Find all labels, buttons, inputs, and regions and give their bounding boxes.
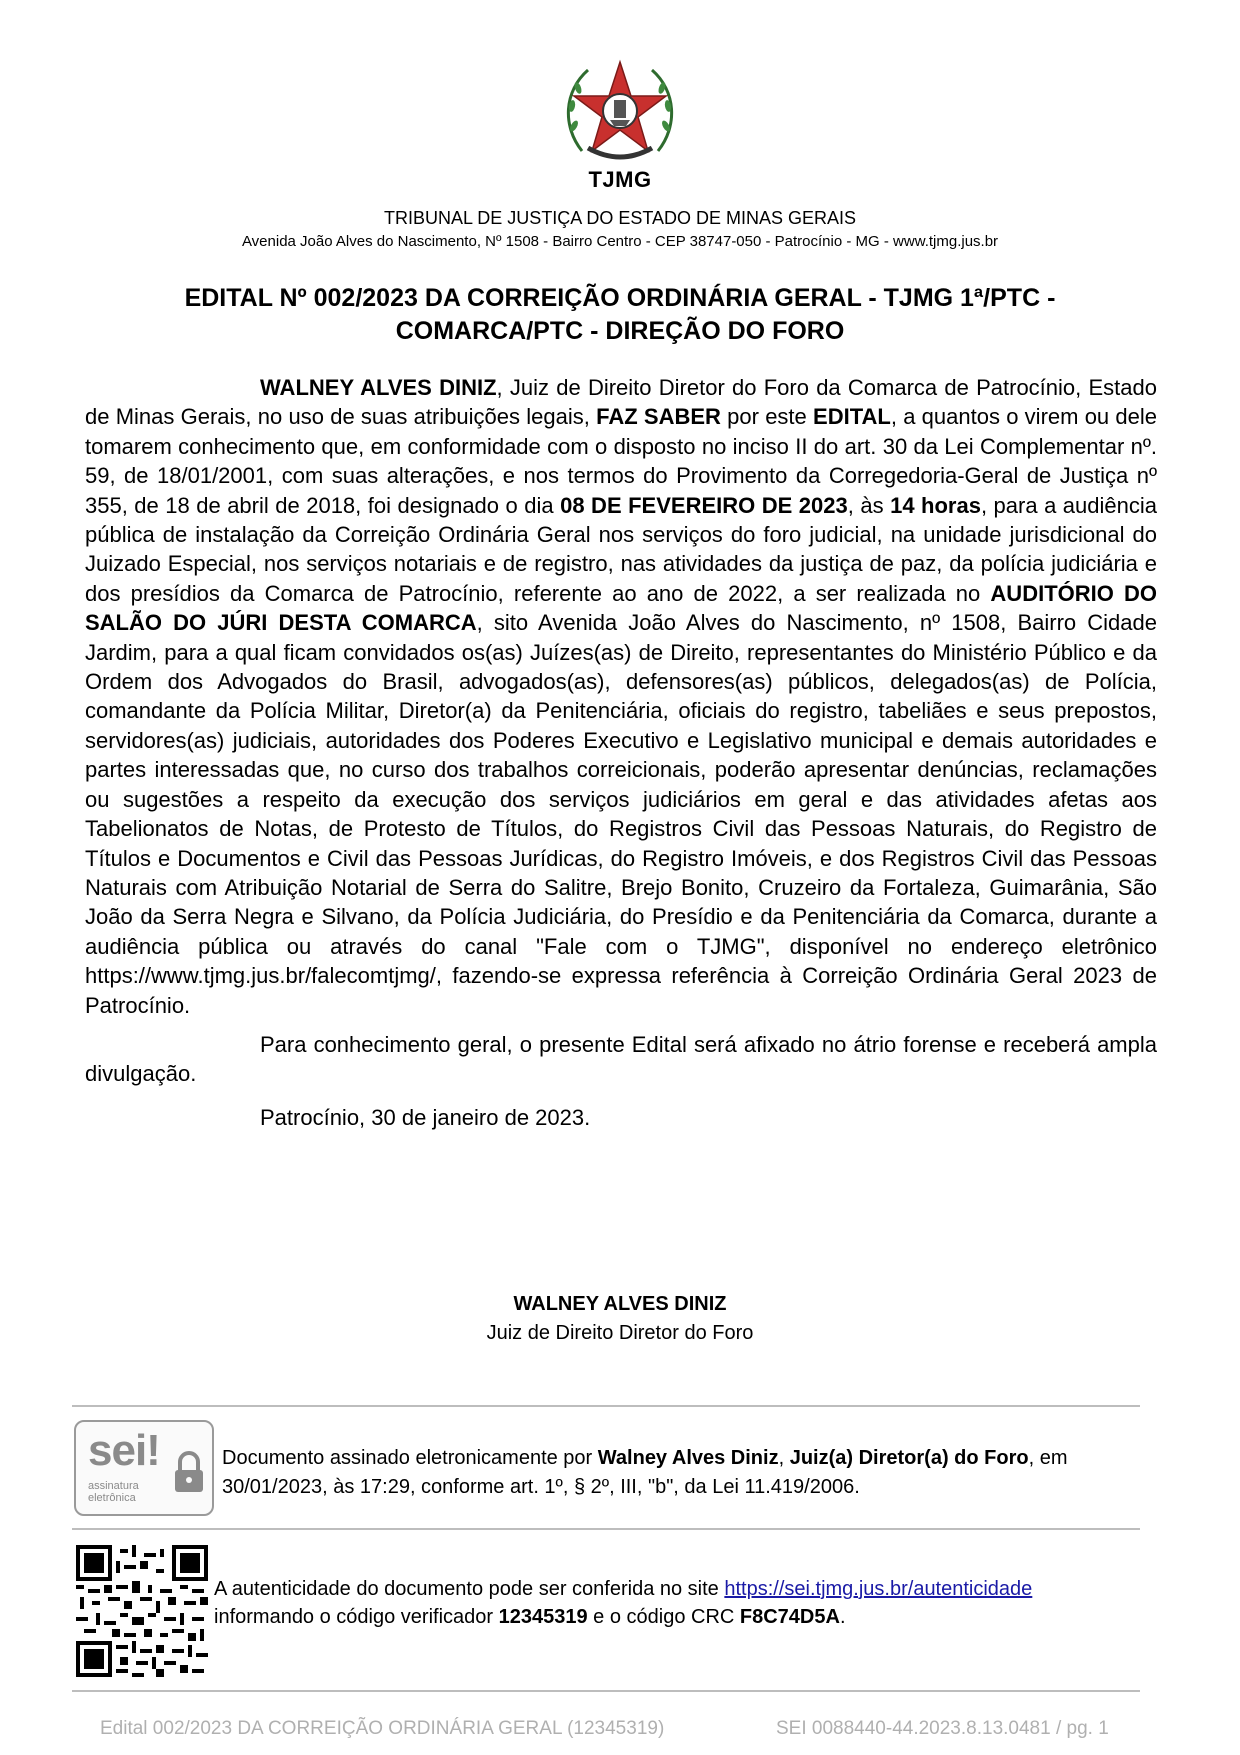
document-title-line-1: EDITAL Nº 002/2023 DA CORREIÇÃO ORDINÁRIA GERAL - TJMG 1ª/PTC -	[184, 284, 1056, 312]
sei-logo-word: sei!	[88, 1426, 160, 1475]
body-paragraph-1: WALNEY ALVES DINIZ, Juiz de Direito Diretor do Foro da Comarca de Patrocínio, Estado de Minas Gerais, no uso de suas atribuições legais, FAZ SABER por este EDITAL, a quantos o virem ou dele tomarem conhecimento que, em conformidade com o disposto no inciso II do art. 30 da Lei Complementar nº. 59, de 18/01/2001, com suas alterações, e nos termos do Provimento da Corregedoria-Geral de Justiça nº 355, de 18 de abril de 2018, foi designado o dia 08 DE FEVEREIRO DE 2023, às 14 horas, para a audiência pública de instalação da Correição Ordinária Geral nos serviços do foro judicial, na unidade jurisdicional do Juizado Especial, nos serviços notariais e de registro, nas atividades da justiça de paz, da polícia judiciária e dos presídios da Comarca de Patrocínio, referente ao ano de 2022, a ser realizada no AUDITÓRIO DO SALÃO DO JÚRI DESTA COMARCA, sito Avenida João Alves do Nascimento, nº 1508, Bairro Cidade Jardim, para a qual ficam convidados os(as) Juízes(as) de Direito, representantes do Ministério Público e da Ordem dos Advogados do Brasil, advogados(as), defensores(as) públicos, delegados(as) de Polícia, comandante da Polícia Militar, Diretor(a) da Penitenciária, oficiais do registro, tabeliães e seus prepostos, servidores(as) judiciais, autoridades dos Poderes Executivo e Legislativo municipal e demais autoridades e partes interessadas que, no curso dos trabalhos correicionais, poderão apresentar denúncias, reclamações ou sugestões a respeito da execução dos serviços judiciários em geral e das atividades afetas aos Tabelionatos de Notas, de Protesto de Títulos, do Registros Civil das Pessoas Naturais, do Registro de Títulos e Documentos e Civil das Pessoas Jurídicas, do Registro Imóveis, e dos Registros Civil das Pessoas Naturais com Atribuição Notarial de Serra do Salitre, Brejo Bonito, Cruzeiro da Fortaleza, Guimarânia, São João da Serra Negra e Silvano, da Polícia Judiciária, do Presídio e da Penitenciária da Comarca, durante a audiência pública ou através do canal "Fale com o TJMG", disponível no endereço eletrônico https://www.tjmg.jus.br/falecomtjmg/, fazendo-se expressa referência à Correição Ordinária Geral 2023 de Patrocínio.	[85, 375, 1157, 1018]
crc-code: F8C74D5A	[739, 1606, 840, 1628]
footer-document-id: Edital 002/2023 DA CORREIÇÃO ORDINÁRIA GERAL (12345319)	[100, 1718, 665, 1739]
signature-name: WALNEY ALVES DINIZ	[513, 1293, 727, 1315]
court-address: Avenida João Alves do Nascimento, Nº 1508 - Bairro Centro - CEP 38747-050 - Patrocínio - MG - www.tjmg.jus.br	[241, 233, 999, 250]
court-name: TRIBUNAL DE JUSTIÇA DO ESTADO DE MINAS GERAIS	[383, 208, 857, 228]
authenticity-text: A autenticidade do documento pode ser conferida no site https://sei.tjmg.jus.br/autenticidade informando o código verificador 12345319 e o código CRC F8C74D5A.	[214, 1578, 1033, 1628]
divider	[72, 1528, 1140, 1530]
hearing-hour: 14 horas	[890, 492, 981, 518]
electronic-signature-text: Documento assinado eletronicamente por Walney Alves Diniz, Juiz(a) Diretor(a) do Foro, em 30/01/2023, às 17:29, conforme art. 1º, § 2º, III, "b", da Lei 11.419/2006.	[222, 1447, 1068, 1498]
document-title-line-2: COMARCA/PTC - DIREÇÃO DO FORO	[395, 317, 845, 345]
document-body	[85, 373, 1157, 1132]
tjmg-emblem-caption: TJMG	[588, 167, 652, 192]
signature-role: Juiz de Direito Diretor do Foro	[486, 1322, 754, 1344]
hearing-date: 08 DE FEVEREIRO DE 2023	[560, 492, 848, 518]
edital-word: EDITAL	[813, 404, 891, 430]
tjmg-coat-of-arms	[560, 56, 680, 166]
verifier-code: 12345319	[498, 1606, 588, 1628]
body-paragraph-2: Para conhecimento geral, o presente Edital será afixado no átrio forense e receberá ampla divulgação.	[85, 1031, 1157, 1087]
place-date: Patrocínio, 30 de janeiro de 2023.	[260, 1104, 591, 1130]
signer-role: Juiz(a) Diretor(a) do Foro	[789, 1447, 1029, 1469]
qr-code-icon	[76, 1545, 208, 1677]
sei-logo-subtitle: assinatura eletrônica	[88, 1480, 139, 1504]
signer-name: Walney Alves Diniz	[597, 1447, 779, 1469]
divider	[72, 1690, 1140, 1692]
authenticity-link[interactable]: https://sei.tjmg.jus.br/autenticidade	[724, 1578, 1033, 1600]
footer-process-page: SEI 0088440-44.2023.8.13.0481 / pg. 1	[776, 1718, 1109, 1739]
hearing-venue: AUDITÓRIO DO SALÃO DO JÚRI DESTA COMARCA	[85, 580, 1157, 636]
judge-name: WALNEY ALVES DINIZ	[260, 375, 497, 400]
document-title	[110, 282, 1130, 348]
sei-signature-logo	[74, 1420, 214, 1516]
divider	[72, 1405, 1140, 1407]
faz-saber: FAZ SABER	[596, 404, 721, 430]
lock-icon	[172, 1450, 206, 1494]
